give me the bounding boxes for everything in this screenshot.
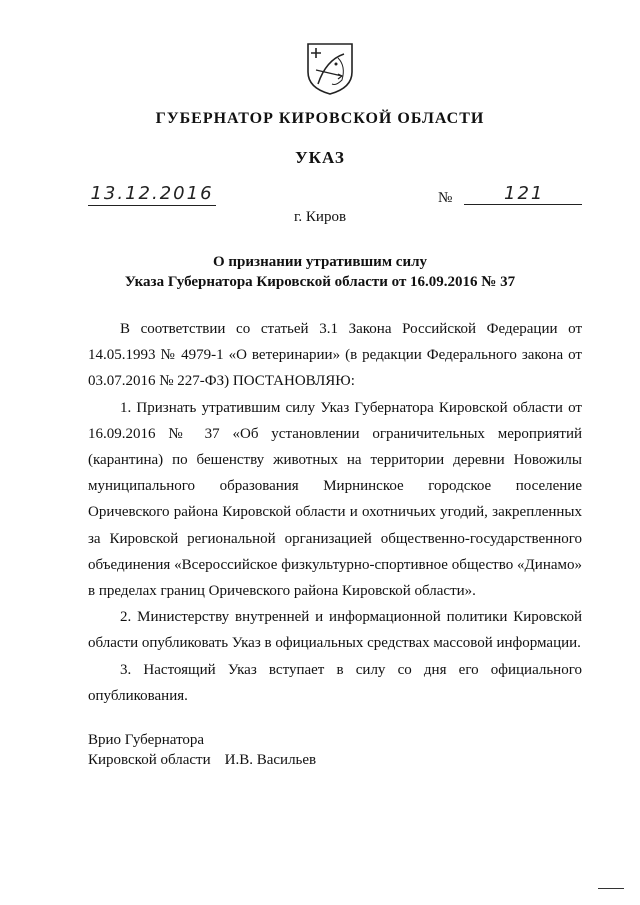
item-3-paragraph: 3. Настоящий Указ вступает в силу со дня его официального опубликования.: [88, 661, 582, 704]
document-body: [88, 316, 582, 709]
title-line-2: Указа Губернатора Кировской области от 16.09.2016 № 37: [124, 274, 516, 290]
margin-mark: [598, 888, 624, 889]
signer-position-line-1: Врио Губернатора: [88, 732, 205, 748]
signer-region: Кировской области: [88, 752, 211, 768]
document-title: [0, 252, 640, 292]
coat-of-arms-icon: [302, 40, 358, 96]
number-field: [464, 183, 582, 205]
city: г. Киров: [293, 209, 347, 225]
preamble-paragraph: В соответствии со статьей 3.1 Закона Российской Федерации от 14.05.1993 № 4979-1 «О ветеринарии» (в редакции Федерального закона от 03.07.2016 № 227-ФЗ) ПОСТАНОВЛЯЮ:: [88, 321, 582, 390]
date-value: 13.12.2016: [90, 183, 214, 204]
issuing-authority: ГУБЕРНАТОР КИРОВСКОЙ ОБЛАСТИ: [155, 110, 485, 127]
item-1-paragraph: 1. Признать утратившим силу Указ Губернатора Кировской области от 16.09.2016 № 37 «Об установлении ограничительных мероприятий (карантина) по бешенству животных на территории деревни Новожилы муниципального образования Мирнинское городское поселение Оричевского района Кировской области и охотничьих угодий, закрепленных за Кировской региональной организацией общественно-государственного объединения «Всероссийское физкультурно-спортивное общество «Динамо» в пределах границ Оричевского района Кировской области».: [88, 399, 582, 600]
signer-name: И.В. Васильев: [224, 752, 317, 768]
document-type: УКАЗ: [295, 148, 345, 167]
signature-block: [88, 730, 316, 770]
item-2-paragraph: 2. Министерству внутренней и информационной политики Кировской области опубликовать Указ в официальных средствах массовой информации.: [88, 609, 582, 652]
signer-position-line-2: [88, 750, 316, 770]
number-label: №: [438, 190, 453, 206]
title-line-1: О признании утратившим силу: [213, 254, 427, 270]
date-field: [88, 183, 216, 206]
number-value: 121: [504, 183, 545, 204]
